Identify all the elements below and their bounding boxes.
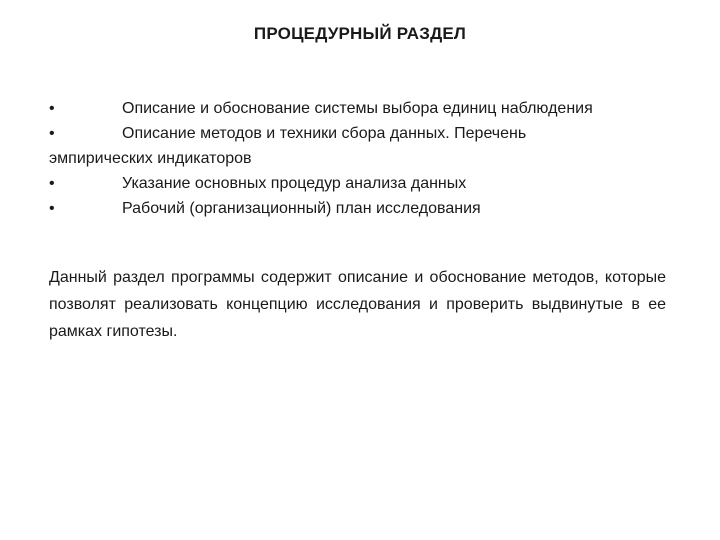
bullet-item-2	[49, 121, 669, 146]
bullet-marker: •	[49, 100, 55, 117]
bullet-marker: •	[49, 175, 55, 192]
bullet-text: Описание и обоснование системы выбора единиц наблюдения	[122, 100, 593, 117]
bullet-marker: •	[49, 200, 55, 217]
bullet-text: Описание методов и техники сбора данных. Перечень	[122, 125, 527, 142]
bullet-marker: •	[49, 125, 55, 142]
bullet-text: Указание основных процедур анализа данных	[122, 175, 467, 192]
bullet-item-3	[49, 171, 669, 196]
bullet-list	[49, 96, 669, 221]
bullet-text: Рабочий (организационный) план исследования	[122, 200, 481, 217]
body-paragraph: Данный раздел программы содержит описание и обоснование методов, которые позволят реализовать концепцию исследования и проверить выдвинутые в ее рамках гипотезы.	[49, 269, 666, 340]
bullet-item-1	[49, 96, 669, 121]
slide-title: ПРОЦЕДУРНЫЙ РАЗДЕЛ	[253, 24, 467, 43]
bullet-item-4	[49, 196, 669, 221]
bullet-item-2-continuation: эмпирических индикаторов	[49, 150, 252, 167]
